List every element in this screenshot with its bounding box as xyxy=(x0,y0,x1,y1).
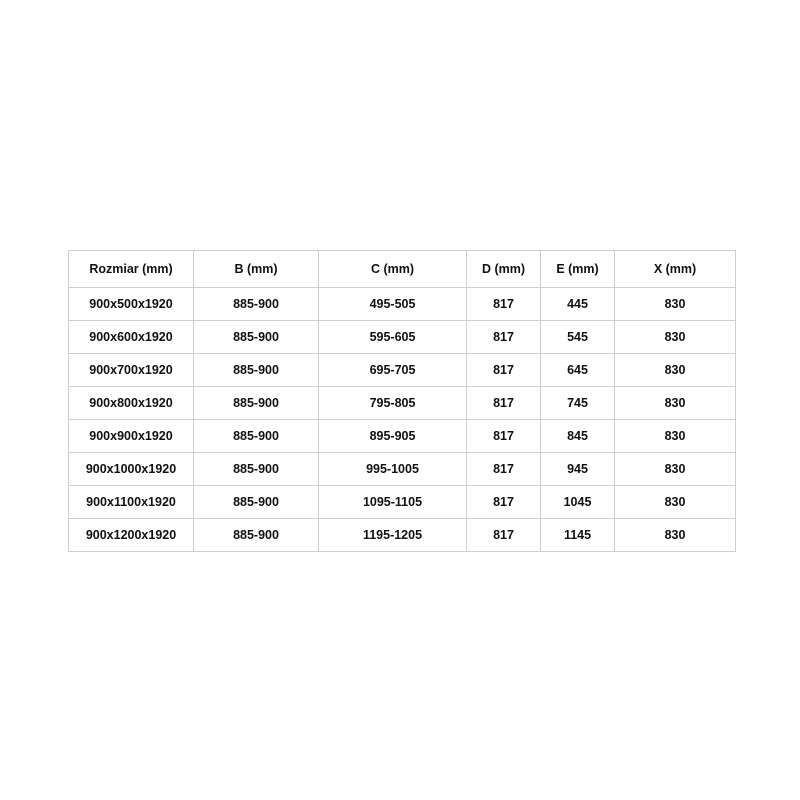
table-header xyxy=(69,251,736,288)
cell-b: 885-900 xyxy=(194,453,319,486)
cell-rozmiar: 900x1000x1920 xyxy=(69,453,194,486)
table-row xyxy=(69,321,736,354)
cell-rozmiar: 900x500x1920 xyxy=(69,288,194,321)
table-row xyxy=(69,420,736,453)
cell-c: 1195-1205 xyxy=(319,519,467,552)
cell-x: 830 xyxy=(615,354,736,387)
cell-x: 830 xyxy=(615,288,736,321)
table-row xyxy=(69,387,736,420)
cell-rozmiar: 900x800x1920 xyxy=(69,387,194,420)
cell-x: 830 xyxy=(615,519,736,552)
cell-rozmiar: 900x600x1920 xyxy=(69,321,194,354)
table-row xyxy=(69,453,736,486)
cell-d: 817 xyxy=(467,519,541,552)
column-header-d: D (mm) xyxy=(467,251,541,288)
cell-b: 885-900 xyxy=(194,486,319,519)
table-row xyxy=(69,288,736,321)
cell-e: 845 xyxy=(541,420,615,453)
cell-x: 830 xyxy=(615,321,736,354)
cell-c: 995-1005 xyxy=(319,453,467,486)
cell-c: 795-805 xyxy=(319,387,467,420)
table-row xyxy=(69,519,736,552)
table-row xyxy=(69,354,736,387)
cell-e: 645 xyxy=(541,354,615,387)
column-header-rozmiar: Rozmiar (mm) xyxy=(69,251,194,288)
cell-b: 885-900 xyxy=(194,420,319,453)
dimensions-table-container xyxy=(68,250,735,552)
cell-e: 745 xyxy=(541,387,615,420)
cell-e: 445 xyxy=(541,288,615,321)
cell-c: 895-905 xyxy=(319,420,467,453)
cell-d: 817 xyxy=(467,387,541,420)
cell-c: 495-505 xyxy=(319,288,467,321)
cell-x: 830 xyxy=(615,387,736,420)
cell-x: 830 xyxy=(615,453,736,486)
cell-d: 817 xyxy=(467,420,541,453)
cell-rozmiar: 900x700x1920 xyxy=(69,354,194,387)
cell-d: 817 xyxy=(467,486,541,519)
cell-rozmiar: 900x900x1920 xyxy=(69,420,194,453)
cell-x: 830 xyxy=(615,420,736,453)
cell-b: 885-900 xyxy=(194,519,319,552)
cell-e: 945 xyxy=(541,453,615,486)
cell-d: 817 xyxy=(467,453,541,486)
dimensions-table xyxy=(68,250,736,552)
cell-b: 885-900 xyxy=(194,354,319,387)
cell-d: 817 xyxy=(467,354,541,387)
cell-d: 817 xyxy=(467,321,541,354)
column-header-c: C (mm) xyxy=(319,251,467,288)
column-header-b: B (mm) xyxy=(194,251,319,288)
cell-c: 1095-1105 xyxy=(319,486,467,519)
cell-e: 1045 xyxy=(541,486,615,519)
table-body xyxy=(69,288,736,552)
cell-x: 830 xyxy=(615,486,736,519)
cell-e: 1145 xyxy=(541,519,615,552)
column-header-x: X (mm) xyxy=(615,251,736,288)
cell-c: 595-605 xyxy=(319,321,467,354)
cell-b: 885-900 xyxy=(194,321,319,354)
table-header-row xyxy=(69,251,736,288)
cell-c: 695-705 xyxy=(319,354,467,387)
cell-rozmiar: 900x1100x1920 xyxy=(69,486,194,519)
cell-e: 545 xyxy=(541,321,615,354)
column-header-e: E (mm) xyxy=(541,251,615,288)
table-row xyxy=(69,486,736,519)
cell-d: 817 xyxy=(467,288,541,321)
cell-rozmiar: 900x1200x1920 xyxy=(69,519,194,552)
cell-b: 885-900 xyxy=(194,387,319,420)
cell-b: 885-900 xyxy=(194,288,319,321)
